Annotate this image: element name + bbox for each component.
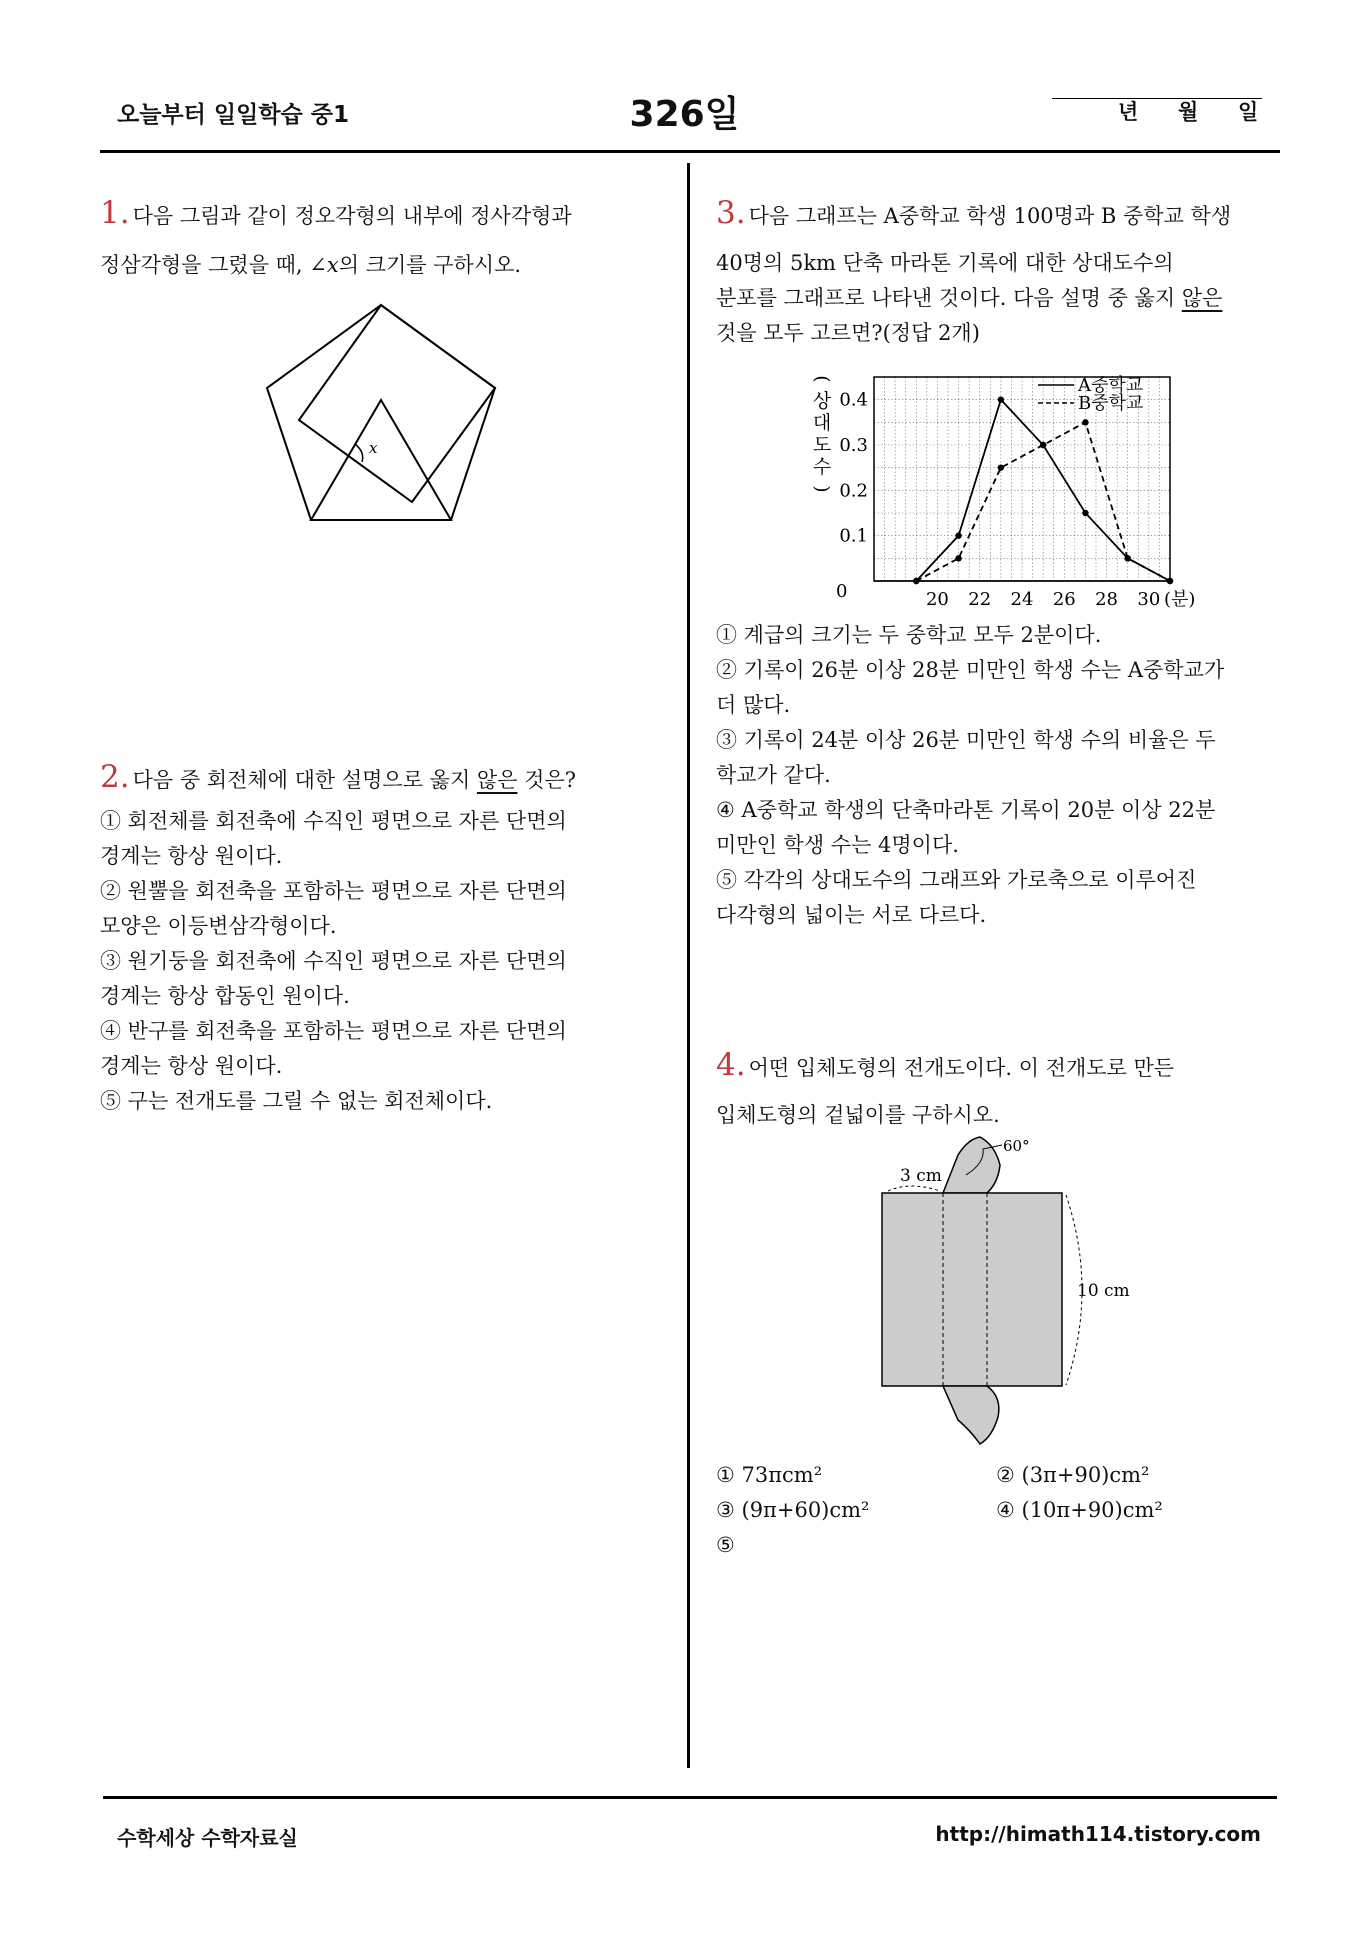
question-text-underlined: 않은 xyxy=(476,768,518,792)
day-number: 326일 xyxy=(629,94,740,135)
question-2 xyxy=(100,760,660,1119)
legend-label: B중학교 xyxy=(1078,393,1144,414)
question-3-options xyxy=(716,618,1291,933)
question-number: 3. xyxy=(716,195,746,231)
option-text: ③ 기록이 24분 이상 26분 미만인 학생 수의 비율은 두 xyxy=(716,728,1216,752)
inner-square xyxy=(299,305,495,502)
option-text: ② 기록이 26분 이상 28분 미만인 학생 수는 A중학교가 xyxy=(716,658,1225,682)
data-point xyxy=(998,464,1004,470)
option-text: ④ 반구를 회전축을 포함하는 평면으로 자른 단면의 xyxy=(100,1019,567,1043)
y-axis-label-char: 상 xyxy=(812,390,832,412)
question-number: 4. xyxy=(716,1047,746,1083)
question-text: 것을 모두 고르면?(정답 2개) xyxy=(716,321,980,345)
question-text: 입체도형의 겉넓이를 구하시오. xyxy=(716,1103,1000,1127)
y-tick-label: 0.3 xyxy=(839,435,868,456)
data-point xyxy=(1125,555,1131,561)
origin-label: 0 xyxy=(836,581,848,602)
top-sector xyxy=(943,1137,1000,1193)
date-year: 년 xyxy=(1118,100,1139,124)
option-text: ① 73πcm² xyxy=(716,1463,823,1487)
option-text: ⑤ xyxy=(716,1533,735,1557)
x-tick-label: 30 xyxy=(1137,589,1161,610)
column-divider xyxy=(687,163,690,1768)
x-unit-label: (분) xyxy=(1164,589,1196,610)
option-text: 모양은 이등변삼각형이다. xyxy=(100,914,337,938)
question-text: 의 크기를 구하시오. xyxy=(338,253,522,277)
question-text-underlined: 않은 xyxy=(1181,286,1223,310)
y-axis-label-char: ( xyxy=(811,375,833,383)
net-figure xyxy=(870,1135,1140,1450)
option-text: ⑤ 각각의 상대도수의 그래프와 가로축으로 이루어진 xyxy=(716,868,1197,892)
y-tick-label: 0.1 xyxy=(839,525,868,547)
x-tick-label: 22 xyxy=(968,589,992,610)
question-text: 다음 중 회전체에 대한 설명으로 옳지 xyxy=(132,768,477,792)
question-text: 다음 그래프는 A중학교 학생 100명과 B 중학교 학생 xyxy=(748,204,1232,228)
option-text: ② (3π+90)cm² xyxy=(996,1463,1150,1487)
option-text: ① 계급의 크기는 두 중학교 모두 2분이다. xyxy=(716,623,1102,647)
question-text: 것은? xyxy=(517,768,577,792)
option-text: 경계는 항상 합동인 원이다. xyxy=(100,984,350,1008)
option-text: 다각형의 넓이는 서로 다르다. xyxy=(716,903,987,927)
worksheet-title: 오늘부터 일일학습 중1 xyxy=(117,102,349,128)
option-text: ⑤ 구는 전개도를 그릴 수 없는 회전체이다. xyxy=(100,1089,493,1113)
data-point xyxy=(1167,578,1173,584)
y-axis-label-char: ) xyxy=(811,485,833,493)
data-point xyxy=(955,532,961,538)
option-text: ④ (10π+90)cm² xyxy=(996,1498,1163,1522)
radius-arc xyxy=(888,1186,940,1191)
data-point xyxy=(1082,510,1088,516)
y-tick-label: 0.2 xyxy=(839,480,868,502)
question-4-options xyxy=(716,1458,1291,1563)
option-text: 학교가 같다. xyxy=(716,763,831,787)
y-tick-labels xyxy=(839,390,868,547)
question-number: 2. xyxy=(100,759,130,795)
angle-symbol: ∠x xyxy=(309,253,339,277)
footer-source: 수학세상 수학자료실 xyxy=(117,1826,298,1850)
option-text: ③ (9π+60)cm² xyxy=(716,1498,870,1522)
x-tick-label: 28 xyxy=(1095,589,1119,610)
question-text: 정삼각형을 그렸을 때, xyxy=(100,253,310,277)
y-axis-label-char: 대 xyxy=(812,412,832,434)
bottom-sector xyxy=(943,1386,999,1444)
option-text: ② 원뿔을 회전축을 포함하는 평면으로 자른 단면의 xyxy=(100,879,567,903)
option-text: ③ 원기둥을 회전축에 수직인 평면으로 자른 단면의 xyxy=(100,949,567,973)
angle-arc xyxy=(355,444,363,462)
date-line xyxy=(1052,96,1262,124)
data-point xyxy=(955,555,961,561)
option-text: 경계는 항상 원이다. xyxy=(100,844,283,868)
angle-label: x xyxy=(369,439,378,457)
footer-url: http://himath114.tistory.com xyxy=(935,1822,1261,1846)
question-1 xyxy=(100,196,660,283)
option-text: 미만인 학생 수는 4명이다. xyxy=(716,833,959,857)
question-text: 어떤 입체도형의 전개도이다. 이 전개도로 만든 xyxy=(748,1056,1175,1080)
lateral-rectangle xyxy=(882,1193,1062,1386)
question-text: 다음 그림과 같이 정오각형의 내부에 정사각형과 xyxy=(132,204,572,228)
option-row xyxy=(716,1493,1291,1528)
data-point xyxy=(1040,442,1046,448)
angle-label: 60° xyxy=(1003,1137,1030,1155)
option-row xyxy=(716,1458,1291,1493)
x-tick-label: 26 xyxy=(1052,589,1076,610)
height-label: 10 cm xyxy=(1077,1281,1130,1301)
option-text: ① 회전체를 회전축에 수직인 평면으로 자른 단면의 xyxy=(100,809,567,833)
footer-divider xyxy=(103,1796,1277,1799)
data-point xyxy=(1082,419,1088,425)
pentagon-figure xyxy=(262,300,502,530)
y-axis-label xyxy=(811,375,833,492)
question-number: 1. xyxy=(100,195,130,231)
question-text: 분포를 그래프로 나타낸 것이다. 다음 설명 중 옳지 xyxy=(716,286,1182,310)
option-text: 더 많다. xyxy=(716,693,791,717)
header-divider xyxy=(100,150,1280,153)
option-text: 경계는 항상 원이다. xyxy=(100,1054,283,1078)
y-axis-label-char: 수 xyxy=(812,456,832,478)
regular-pentagon xyxy=(267,305,495,520)
option-list xyxy=(100,804,660,1119)
x-tick-label: 24 xyxy=(1010,589,1034,610)
radius-label: 3 cm xyxy=(900,1166,942,1186)
legend-label: A중학교 xyxy=(1078,375,1144,396)
question-text: 40명의 5km 단축 마라톤 기록에 대한 상대도수의 xyxy=(716,251,1174,275)
question-3 xyxy=(716,196,1291,351)
date-day: 일 xyxy=(1238,100,1259,124)
inner-triangle xyxy=(311,400,451,520)
y-axis-label-char: 도 xyxy=(812,434,832,456)
data-point xyxy=(998,396,1004,402)
data-point xyxy=(913,578,919,584)
relative-frequency-chart xyxy=(808,365,1198,615)
option-text: ④ A중학교 학생의 단축마라톤 기록이 20분 이상 22분 xyxy=(716,798,1216,822)
question-4 xyxy=(716,1048,1291,1133)
x-tick-label: 20 xyxy=(925,589,949,610)
y-tick-label: 0.4 xyxy=(839,389,868,411)
date-month: 월 xyxy=(1178,100,1199,124)
x-tick-labels xyxy=(926,589,1160,610)
